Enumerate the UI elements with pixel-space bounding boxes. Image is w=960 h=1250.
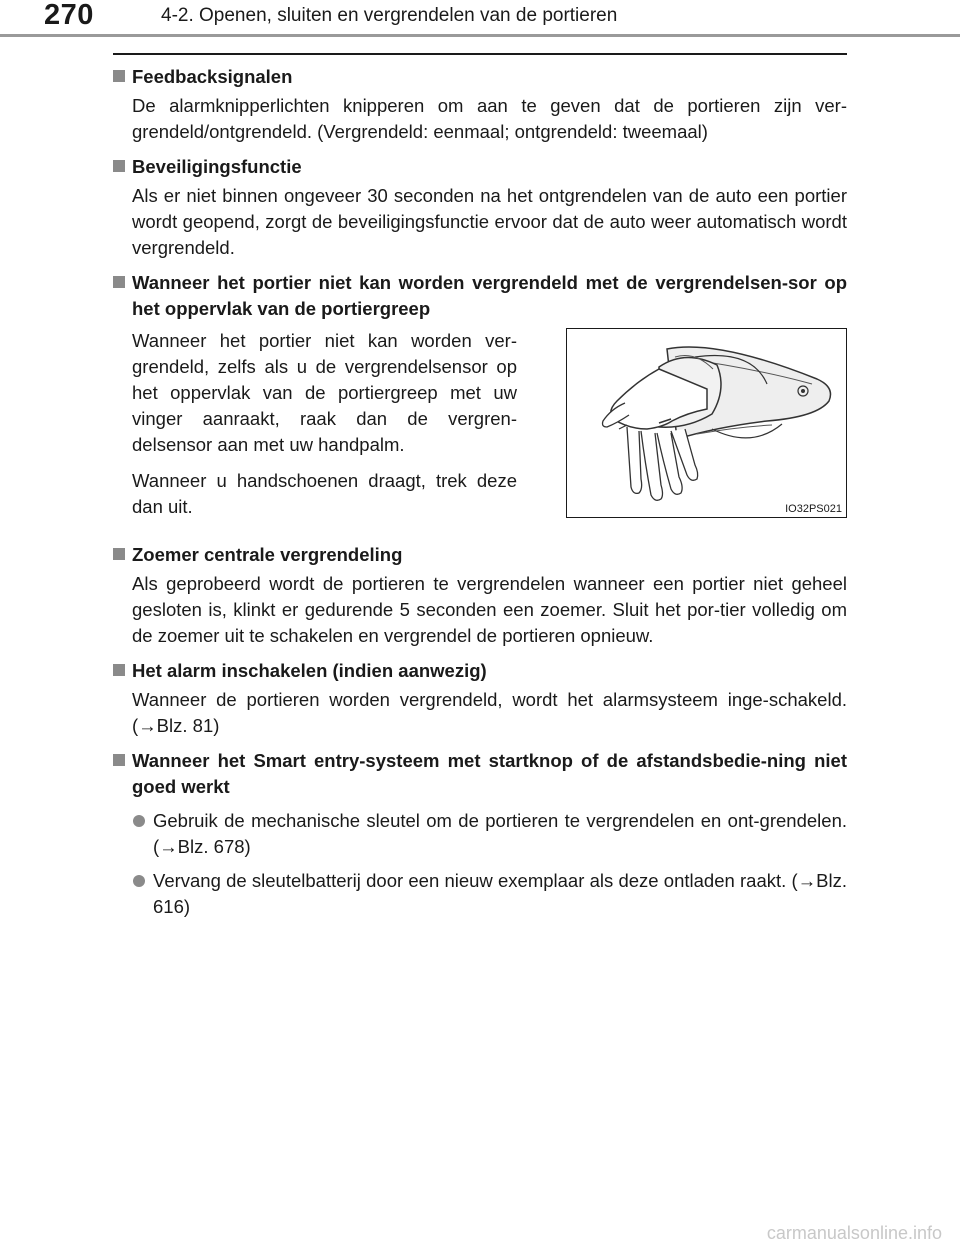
square-bullet-icon (113, 548, 125, 560)
lock-sensor-text (113, 328, 517, 530)
section-heading (113, 658, 847, 684)
square-bullet-icon (113, 70, 125, 82)
heading-text: Feedbacksignalen (132, 66, 293, 87)
section-alarm (113, 658, 847, 739)
main-content (113, 64, 847, 929)
body-text-end: ) (213, 715, 220, 736)
section-heading (113, 542, 847, 568)
heading-text: Het alarm inschakelen (indien aanwezig) (132, 660, 487, 681)
list-item-text: Vervang de sleutelbatterij door een nieuw exemplaar als deze ontladen raakt. ( (153, 870, 798, 891)
header-rule (0, 34, 960, 37)
section-feedback (113, 64, 847, 145)
site-watermark: carmanualsonline.info (766, 1223, 942, 1243)
list-item (113, 868, 847, 920)
section-security (113, 154, 847, 261)
chapter-title: 4-2. Openen, sluiten en vergrendelen van de portieren (161, 5, 618, 26)
page-reference-link[interactable]: →Blz. 81 (138, 715, 214, 736)
section-body (113, 687, 847, 739)
page-reference-link[interactable]: →Blz. 616 (153, 870, 847, 917)
square-bullet-icon (113, 160, 125, 172)
list-item (113, 808, 847, 860)
hand-door-handle-illustration (567, 329, 846, 517)
list-item-text-end: ) (244, 836, 251, 857)
square-bullet-icon (113, 664, 125, 676)
section-body: Als geprobeerd wordt de portieren te vergrendelen wanneer een portier niet geheel gesloten is, klinkt er gedurende 5 seconden een zoemer. Sluit het por-tier volledig om de zoemer uit te schakelen en vergrendel de portieren opnieuw. (132, 573, 847, 646)
section-heading (113, 154, 847, 180)
page-header (0, 0, 960, 40)
lock-sensor-para-1: Wanneer het portier niet kan worden ver-grendeld, zelfs als u de vergrendelsensor op het oppervlak van de portiergreep met uw vinger aanraakt, raak dan de vergren-delsensor aan met uw handpalm. (132, 330, 517, 455)
text-figure-row (113, 328, 847, 530)
section-lock-sensor (113, 270, 847, 530)
section-heading (113, 64, 847, 90)
heading-text: Beveiligingsfunctie (132, 156, 302, 177)
heading-text: Zoemer centrale vergrendeling (132, 544, 403, 565)
body-text: Wanneer de portieren worden vergrendeld, wordt het alarmsysteem inge-schakeld. ( (132, 689, 847, 736)
section-body: Als er niet binnen ongeveer 30 seconden na het ontgrendelen van de auto een portier wordt geopend, zorgt de beveiligingsfunctie ervoor dat de auto weer automatisch wordt vergrendeld. (132, 185, 847, 258)
content-top-rule (113, 53, 847, 55)
section-buzzer (113, 542, 847, 649)
list-item-text: Gebruik de mechanische sleutel om de portieren te vergrendelen en ont-grendelen. ( (153, 810, 847, 857)
page-reference-link[interactable]: →Blz. 678 (159, 836, 245, 857)
square-bullet-icon (113, 276, 125, 288)
section-smart-entry (113, 748, 847, 920)
page-number: 270 (44, 0, 94, 31)
list-item-text-end: ) (183, 896, 191, 917)
figure-code-label: IO32PS021 (785, 503, 842, 515)
hand-on-door-handle-figure (566, 328, 847, 518)
lock-sensor-para-2: Wanneer u handschoenen draagt, trek deze dan uit. (132, 470, 517, 517)
round-bullet-icon (133, 815, 145, 827)
section-body: De alarmknipperlichten knipperen om aan te geven dat de portieren zijn ver-grendeld/ontgrendeld. (Vergrendeld: eenmaal; ontgrendeld: tweemaal) (132, 95, 847, 142)
round-bullet-icon (133, 875, 145, 887)
heading-text: Wanneer het Smart entry-systeem met startknop of de afstandsbedie-ning niet goed werkt (132, 750, 847, 797)
section-heading (113, 270, 847, 322)
heading-text: Wanneer het portier niet kan worden vergrendeld met de vergrendelsen-sor op het oppervlak van de portiergreep (132, 272, 847, 319)
section-heading (113, 748, 847, 800)
square-bullet-icon (113, 754, 125, 766)
